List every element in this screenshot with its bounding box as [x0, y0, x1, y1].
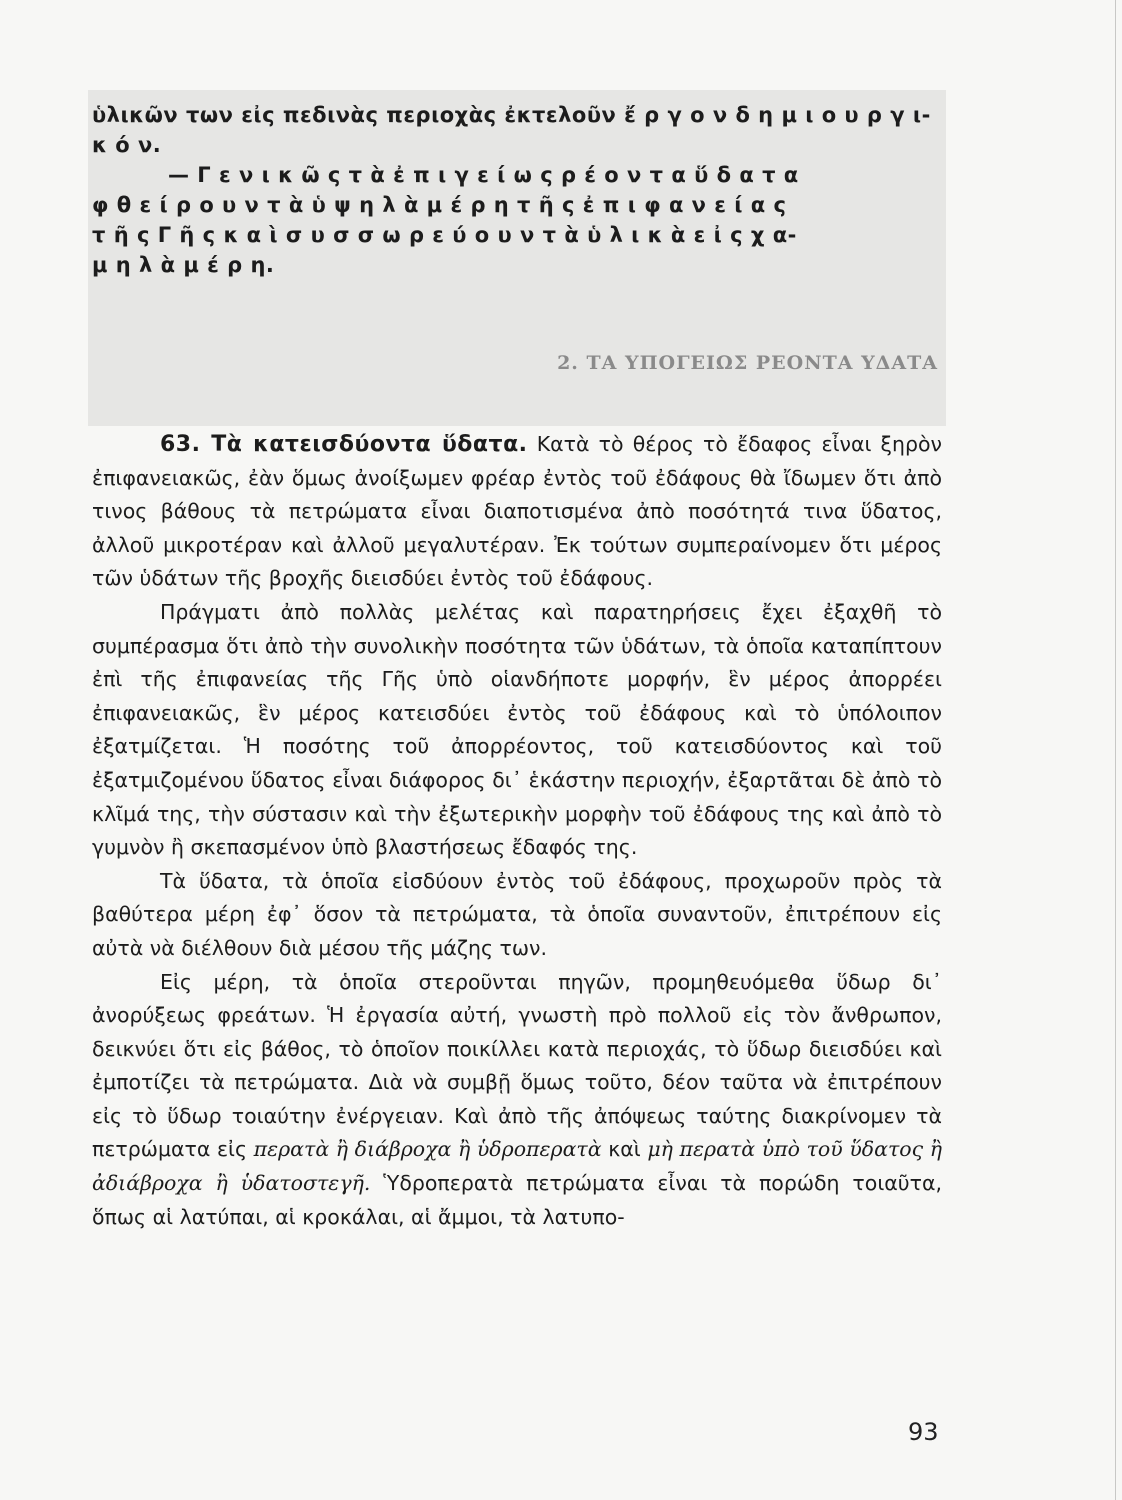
paragraph-4-italic-2: μὴ περατὰ ὑπὸ τοῦ ὕδατος ἢ ἀδιάβροχα ἢ ὑδατοστεγῆ. [92, 1137, 943, 1196]
summary-line-4: φ θ ε ί ρ ο υ ν τ ὰ ὑ ψ η λ ὰ μ έ ρ η τ ῆ ς ἐ π ι φ α ν ε ί α ς [92, 193, 787, 217]
section-title: 2. ΤΑ ΥΠΟΓΕΙΩΣ ΡΕΟΝΤΑ ΥΔΑΤΑ [557, 352, 938, 374]
paragraph-2: Πράγματι ἀπὸ πολλὰς μελέτας καὶ παρατηρήσεις ἔχει ἐξαχθῆ τὸ συμπέρασμα ὅτι ἀπὸ τὴν συνολικὴν ποσότητα τῶν ὑδάτων, τὰ ὁποῖα καταπίπτουν ἐπὶ τῆς ἐπιφανείας τῆς Γῆς ὑπὸ οἱανδήποτε μορφήν, ἓν μέρος ἀπορρέει ἐπιφανειακῶς, ἓν μέρος κατεισδύει ἐντὸς τοῦ ἐδάφους καὶ τὸ ὑπόλοιπον ἐξατμίζεται. Ἡ ποσότης τοῦ ἀπορρέοντος, τοῦ κατεισδύοντος καὶ τοῦ ἐξατμιζομένου ὕδατος εἶναι διάφορος δι᾽ ἑκάστην περιοχήν, ἐξαρτᾶται δὲ ἀπὸ τὸ κλῖμά της, τὴν σύστασιν καὶ τὴν ἐξωτερικὴν μορφὴν τοῦ ἐδάφους της καὶ ἀπὸ τὸ γυμνὸν ἢ σκεπασμένον ὑπὸ βλαστήσεως ἔδαφός της. [92, 599, 942, 860]
paragraph-4 [92, 966, 942, 1235]
paragraph-4-part-2: καὶ [601, 1137, 648, 1162]
summary-line-2: κ ό ν. [92, 133, 162, 157]
summary-line-5: τ ῆ ς Γ ῆ ς κ α ὶ σ υ σ σ ω ρ ε ύ ο υ ν τ ὰ ὑ λ ι κ ὰ ε ἰ ς χ α- [92, 223, 797, 247]
page-number: 93 [908, 1418, 939, 1446]
paragraph-63 [92, 428, 942, 596]
summary-line-1: ὑλικῶν των εἰς πεδινὰς περιοχὰς ἐκτελοῦν ἔ ρ γ ο ν δ η μ ι ο υ ρ γ ι- [92, 103, 931, 127]
spaced-summary-block [92, 100, 942, 280]
paragraph-3: Τὰ ὕδατα, τὰ ὁποῖα εἰσδύουν ἐντὸς τοῦ ἐδάφους, προχωροῦν πρὸς τὰ βαθύτερα μέρη ἐφ᾽ ὅσον τὰ πετρώματα, τὰ ὁποῖα συναντοῦν, ἐπιτρέπουν εἰς αὐτὰ νὰ διέλθουν διὰ μέσου τῆς μάζης των. [92, 868, 942, 960]
page-content [92, 100, 943, 1229]
summary-line-3: — Γ ε ν ι κ ῶ ς τ ὰ ἐ π ι γ ε ί ω ς ρ έ ο ν τ α ὕ δ α τ α [168, 163, 799, 187]
summary-line-6: μ η λ ὰ μ έ ρ η. [92, 253, 275, 277]
page-edge-line [1115, 0, 1116, 1500]
paragraph-4-part-3: Ὑδροπερατὰ πετρώματα εἶναι τὰ πορώδη τοιαῦτα, ὅπως αἱ λατύπαι, αἱ κροκάλαι, αἱ ἄμμοι, τὰ λατυπο- [92, 1171, 942, 1229]
paragraph-63-heading: 63. Τὰ κατεισδύοντα ὕδατα. [160, 432, 528, 457]
paragraph-4-part-1: Εἰς μέρη, τὰ ὁποῖα στεροῦνται πηγῶν, προμηθευόμεθα ὕδωρ δι᾽ ἀνορύξεως φρεάτων. Ἡ ἐργασία αὐτή, γνωστὴ πρὸ πολλοῦ εἰς τὸν ἄνθρωπον, δεικνύει ὅτι εἰς βάθος, τὸ ὁποῖον ποικίλλει κατὰ περιοχάς, τὸ ὕδωρ διεισδύει καὶ ἐμποτίζει τὰ πετρώματα. Διὰ νὰ συμβῇ ὅμως τοῦτο, δέον ταῦτα νὰ ἐπιτρέπουν εἰς τὸ ὕδωρ τοιαύτην ἐνέργειαν. Καὶ ἀπὸ τῆς ἀπόψεως ταύτης διακρίνομεν τὰ πετρώματα εἰς [92, 969, 942, 1162]
body-text [92, 428, 942, 1234]
paragraph-63-text: Κατὰ τὸ θέρος τὸ ἔδαφος εἶναι ξηρὸν ἐπιφανειακῶς, ἐὰν ὅμως ἀνοίξωμεν φρέαρ ἐντὸς τοῦ ἐδάφους θὰ ἴδωμεν ὅτι ἀπὸ τινος βάθους τὰ πετρώματα εἶναι διαποτισμένα ἀπὸ ποσότητά τινα ὕδατος, ἀλλοῦ μικροτέραν καὶ ἀλλοῦ μεγαλυτέραν. Ἐκ τούτων συμπεραίνομεν ὅτι μέρος τῶν ὑδάτων τῆς βροχῆς διεισδύει ἐντὸς τοῦ ἐδάφους. [92, 432, 942, 591]
paragraph-4-italic-1: περατὰ ἢ διάβροχα ἢ ὑδροπερατὰ [253, 1137, 602, 1162]
